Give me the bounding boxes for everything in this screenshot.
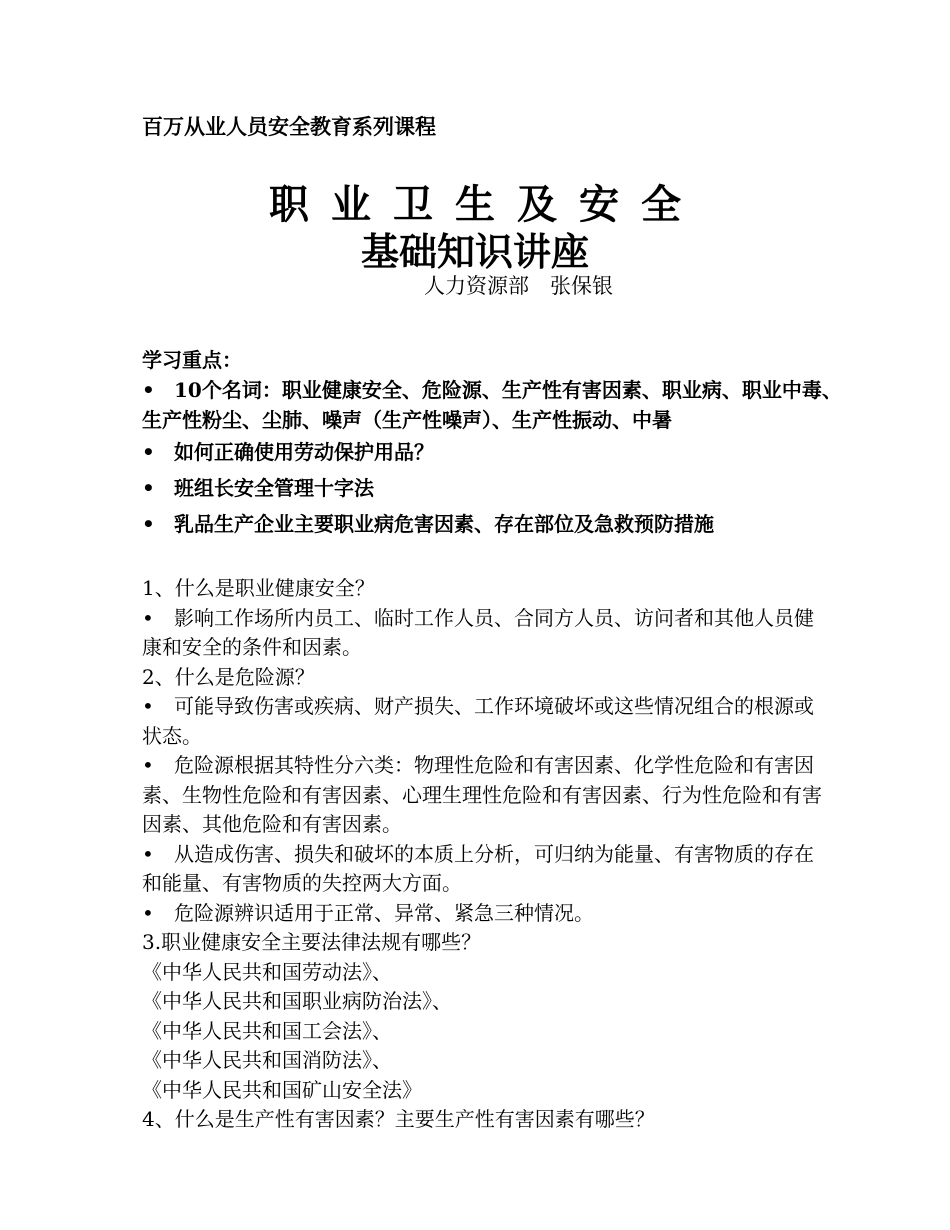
list-item [142,604,822,663]
list-item [142,899,822,929]
law-item: 《中华人民共和国劳动法》、 [142,959,392,984]
question-heading: 2、什么是危险源？ [142,664,315,689]
list-item-text: 可能导致伤害或疾病、财产损失、工作环境破坏或这些情况组合的根源或状态。 [142,694,814,748]
learning-focus-heading: 学习重点： [142,348,242,372]
bullet-icon: • [142,694,154,718]
focus-item-text: 如何正确使用劳动保护用品？ [174,440,434,464]
bullet-icon: • [142,512,155,536]
list-item [142,840,822,899]
list-item [142,751,822,840]
author-line: 人力资源部 张保银 [424,274,613,298]
bullet-icon: • [142,900,154,925]
bullet-icon: • [142,440,155,464]
focus-item-text: 10个名词：职业健康安全、危险源、生产性有害因素、职业病、职业中毒、生产性粉尘、尘肺、噪声（生产性噪声）、生产性振动、中暑 [142,378,842,432]
focus-item [142,473,842,503]
bullet-icon: • [142,378,155,402]
page-subtitle: 基础知识讲座 [360,229,589,274]
page-title: 职业卫生及安全 [269,181,703,228]
focus-item [142,437,842,467]
bullet-icon: • [142,476,155,500]
focus-item-text: 班组长安全管理十字法 [174,476,374,500]
law-item: 《中华人民共和国工会法》、 [142,1018,392,1043]
series-title: 百万从业人员安全教育系列课程 [142,114,436,139]
focus-item [142,509,842,539]
bullet-icon: • [142,753,154,777]
learning-focus-section [142,345,842,539]
question-heading: 1、什么是职业健康安全？ [142,576,375,600]
list-item-text: 从造成伤害、损失和破坏的本质上分析，可归纳为能量、有害物质的存在和能量、有害物质的失控两大方面。 [142,841,814,895]
question-heading: 3.职业健康安全主要法律法规有哪些？ [142,930,482,954]
law-item: 《中华人民共和国矿山安全法》 [142,1077,422,1102]
focus-item-text: 乳品生产企业主要职业病危害因素、存在部位及急救预防措施 [174,512,714,536]
list-item-text: 危险源辨识适用于正常、异常、紧急三种情况。 [174,900,594,925]
law-item: 《中华人民共和国职业病防治法》、 [142,989,452,1013]
body-section [142,574,822,1135]
focus-item [142,375,842,435]
list-item-text: 危险源根据其特性分六类：物理性危险和有害因素、化学性危险和有害因素、生物性危险和有害因素、心理生理性危险和有害因素、行为性危险和有害因素、其他危险和有害因素。 [142,753,822,836]
bullet-icon: • [142,841,154,866]
law-item: 《中华人民共和国消防法》、 [142,1048,392,1072]
question-heading: 4、什么是生产性有害因素？主要生产性有害因素有哪些？ [142,1107,655,1131]
list-item [142,692,822,751]
bullet-icon: • [142,605,154,630]
list-item-text: 影响工作场所内员工、临时工作人员、合同方人员、访问者和其他人员健康和安全的条件和因素。 [142,605,814,659]
